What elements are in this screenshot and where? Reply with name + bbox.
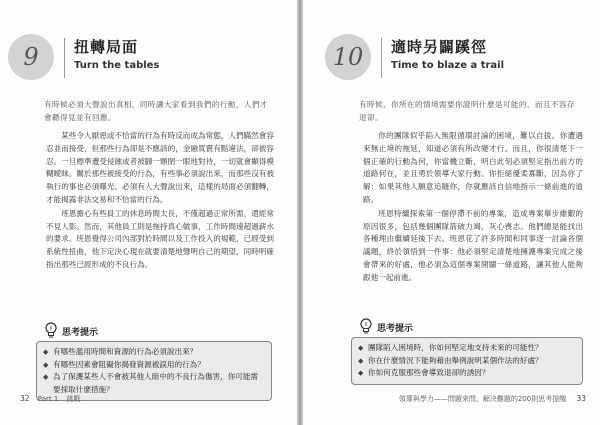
chapter-title-en: Turn the tables [74, 60, 160, 71]
chapter-intro: 有時候必須大聲說出真相，同時讓大家看到我們的行動，人們才會聽得見並有回應。 [44, 100, 268, 122]
tips-title: 思考提示 [62, 328, 99, 338]
diamond-bullet-icon: ◆ [43, 373, 49, 381]
tips-title: 思考提示 [377, 324, 414, 334]
tip-item: ◆ 有哪些因素會阻礙你揭發資源被誤用的行為？ [43, 359, 265, 372]
chapter-number-badge: 10 [325, 34, 371, 80]
tips-box [351, 337, 583, 385]
tip-item: ◆ 為了保護某些人不會被其他人暗中的不良行為傷害，你可能需要採取什麼措施？ [43, 372, 259, 394]
diamond-bullet-icon: ◆ [358, 356, 364, 365]
tip-item: ◆ 有哪些濫用時間和資源的行為必須說出來？ [43, 346, 265, 359]
diamond-bullet-icon: ◆ [43, 360, 49, 369]
chapter-header [0, 30, 297, 88]
chapter-title-zh: 扭轉局面 [74, 38, 139, 56]
chapter-title-en: Time to blaze a trail [391, 60, 505, 71]
right-page [303, 0, 600, 425]
body-paragraph: 某些令人厭惡或不恰當的行為有時反而成為常態，人們瞞然會容忍並而接受，但那些行為卻是不應該的，金融買賣有點違法，卻被容忍。一旦標準遭受侵蝕或者被腳一顆閉一眼地對待，一切就會顯得模糊曖昧。關於那些被接受的行為，有些事必須說出來，而那些沒有被執行的事也必須曝光。必須有人大聲說出來，這樣的局面必須翻轉，才能揭露非法交易和不恰當的行為。 [46, 131, 274, 204]
chapter-header [303, 30, 600, 88]
header-divider [64, 38, 65, 78]
tip-item: ◆ 團隊陷入困境時，你如何堅定地支持未來的可能性？ [358, 342, 576, 355]
body-paragraph: 你的團隊似乎陷入無限循環討論的困境，難以自拔。你遭遇來無止境的拖延，知道必須有所改變才行。而且，你很清楚下一個正確的行動為何，你當機立斷，明白此刻必須堅定指出前方的道路何在，並且勇於領導大家行動。你拒絕優柔寡斷，因為你了解：如果其他人願意追隨你，你就應該自信地指示一條前進的道路。 [363, 131, 583, 204]
lightbulb-icon [359, 318, 373, 335]
diamond-bullet-icon: ◆ [358, 369, 364, 377]
page-number: 33 [576, 394, 586, 403]
thinking-tips [36, 322, 272, 401]
chapter-body [363, 130, 583, 286]
footer-section: 挑戰 [66, 395, 81, 403]
left-page [0, 0, 297, 425]
diamond-bullet-icon: ◆ [43, 348, 49, 356]
tip-item: ◆ 你在什麼情況下能夠藉由舉例說明某個作法的好處？ [358, 355, 576, 368]
chapter-intro: 有時候，你所在的情境需要你證明什麼是可能的，而且不容存退卻。 [359, 100, 575, 122]
chapter-title-zh: 適時另闢蹊徑 [391, 38, 488, 56]
page-footer [20, 394, 81, 404]
body-paragraph: 班恩特繼探索第一個停滯不前的專案，造成專案舉步維艱的原因很多，包括幾個團隊箭破力竭、灰心喪志。他們總是能找出各種理由繼續延後下去。班恩花了許多時間和同事逐一討論各個議題，終於領悟到一件事：他必須堅定清楚地擁護專案完成之後會帶來的好處，他必須為這個專案開闢一條道路，讓其他人能夠跟他一起前進。 [363, 208, 583, 282]
footer-book-title: 領導與學力——問題來問、解決難題的200則思考提醒 [398, 395, 567, 403]
tip-item: ◆ 你如何克服那些會導致退卻的誘因？ [358, 367, 576, 380]
page-footer [399, 394, 586, 404]
thinking-tips [351, 318, 583, 385]
footer-part: Part 1 [37, 395, 59, 403]
header-divider [381, 38, 382, 78]
diamond-bullet-icon: ◆ [358, 344, 364, 352]
chapter-number-badge: 9 [8, 34, 54, 80]
lightbulb-icon [44, 322, 58, 339]
body-paragraph: 班恩擔心有些員工的休息時間太長，不僅超過正常所需，還經常不見人影。然而，其他員工則是拖持真心做事，工作時間遠超過薪水的要求。班恩覺得公司內部對於時間以及工作投入的規範，已經受到系統性扭曲，他下定決心現在就要清楚地聲明自己的期望，同時明確指出那些已經形成的不良行為。 [46, 208, 274, 269]
page-number: 32 [20, 394, 30, 403]
chapter-body [46, 130, 274, 273]
tips-box [36, 341, 272, 401]
